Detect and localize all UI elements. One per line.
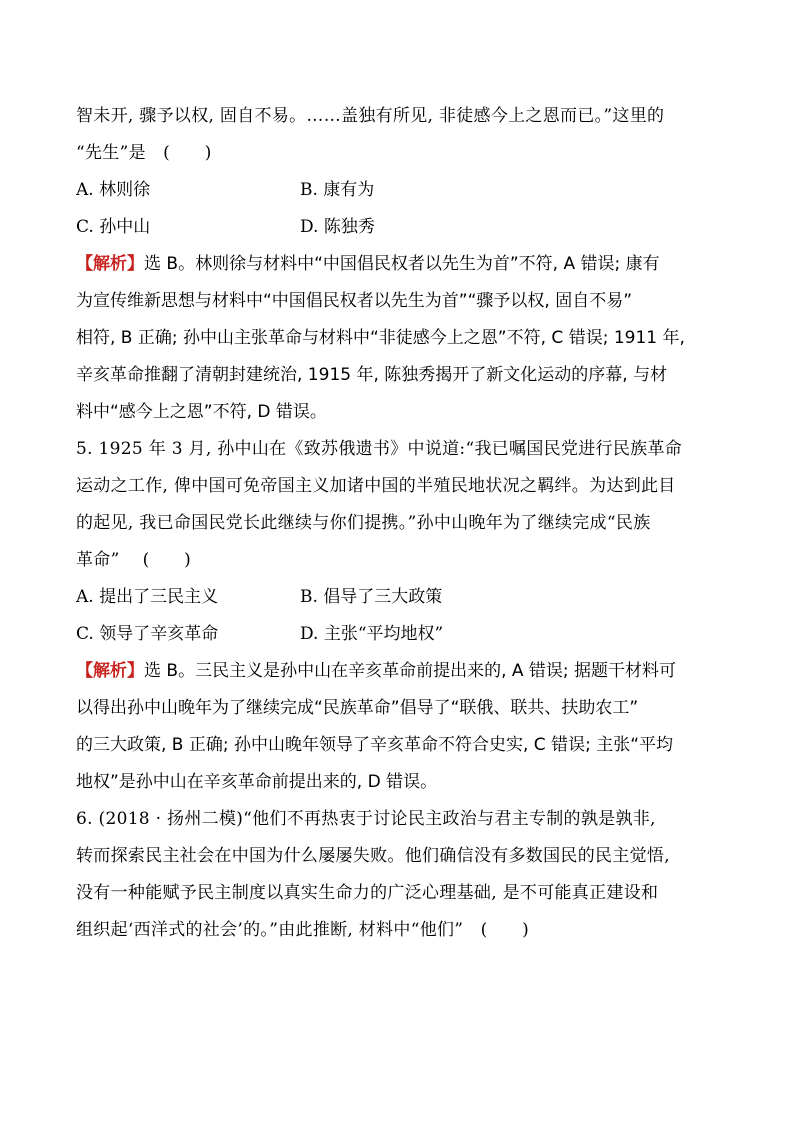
q4-analysis-line2: 为宣传维新思想与材料中“中国倡民权者以先生为首”“骤予以权, 固自不易” [76, 291, 633, 311]
q5-analysis-line2: 以得出孙中山晚年为了继续完成“民族革命”倡导了“联俄、联共、扶助农工” [76, 698, 639, 718]
q4-options-row1 [76, 172, 726, 209]
q5-options-row1 [76, 579, 726, 616]
document-body [76, 98, 726, 949]
q4-analysis-line3: 相符, B 正确; 孙中山主张革命与材料中“非徒感今上之恩”不符, C 错误; 1911 年, [76, 328, 685, 348]
q6-stem-line3: 没有一种能赋予民主制度以真实生命力的广泛心理基础, 是不可能真正建设和 [76, 883, 659, 903]
q6-stem-line2: 转而探索民主社会在中国为什么屡屡失败。他们确信没有多数国民的民主觉悟, [76, 846, 670, 866]
q4-analysis-line1 [76, 246, 726, 283]
q4-analysis-text1: 选 B。林则徐与材料中“中国倡民权者以先生为首”不符, A 错误; 康有 [144, 254, 660, 274]
q5-option-b: B. 倡导了三大政策 [300, 587, 443, 607]
q5-stem-line1: 5. 1925 年 3 月, 孙中山在《致苏俄遗书》中说道:“我已嘱国民党进行民族革命 [76, 439, 683, 459]
q4-option-b: B. 康有为 [300, 180, 375, 200]
q4-option-c: C. 孙中山 [76, 217, 151, 237]
q5-analysis-line4: 地权”是孙中山在辛亥革命前提出来的, D 错误。 [76, 772, 438, 792]
analysis-tag-open: 【 [76, 661, 93, 681]
q4-analysis-line4: 辛亥革命推翻了清朝封建统治, 1915 年, 陈独秀揭开了新文化运动的序幕, 与材 [76, 365, 668, 385]
analysis-tag: 解析 [93, 254, 127, 274]
q5-stem-line4: 革命” ( ) [76, 550, 192, 570]
q4-analysis-line5: 料中“感今上之恩”不符, D 错误。 [76, 402, 327, 422]
analysis-tag-open: 【 [76, 254, 93, 274]
q5-analysis-line3: 的三大政策, B 正确; 孙中山晚年领导了辛亥革命不符合史实, C 错误; 主张“平均 [76, 735, 674, 755]
analysis-tag: 解析 [93, 661, 127, 681]
analysis-tag-close: 】 [127, 254, 144, 274]
q5-option-a: A. 提出了三民主义 [76, 587, 219, 607]
analysis-tag-close: 】 [127, 661, 144, 681]
q5-option-c: C. 领导了辛亥革命 [76, 624, 219, 644]
q5-option-d: D. 主张“平均地权” [300, 624, 444, 644]
q6-stem-line4: 组织起‘西洋式的社会’的。”由此推断, 材料中“他们” ( ) [76, 920, 530, 940]
q6-stem-line1: 6. (2018 · 扬州二模)“他们不再热衷于讨论民主政治与君主专制的孰是孰非, [76, 809, 656, 829]
q5-stem-line2: 运动之工作, 俾中国可免帝国主义加诸中国的半殖民地状况之羁绊。为达到此目 [76, 476, 676, 496]
q4-option-a: A. 林则徐 [76, 180, 151, 200]
q5-analysis-line1 [76, 653, 726, 690]
q4-stem-line2: “先生”是 ( ) [76, 143, 212, 163]
q5-options-row2 [76, 616, 726, 653]
q4-stem-line1: 智未开, 骤予以权, 固自不易。……盖独有所见, 非徒感今上之恩而已。”这里的 [76, 106, 665, 126]
q5-analysis-text1: 选 B。三民主义是孙中山在辛亥革命前提出来的, A 错误; 据题干材料可 [144, 661, 677, 681]
q4-option-d: D. 陈独秀 [300, 217, 375, 237]
q5-stem-line3: 的起见, 我已命国民党长此继续与你们提携。”孙中山晚年为了继续完成“民族 [76, 513, 651, 533]
q4-options-row2 [76, 209, 726, 246]
